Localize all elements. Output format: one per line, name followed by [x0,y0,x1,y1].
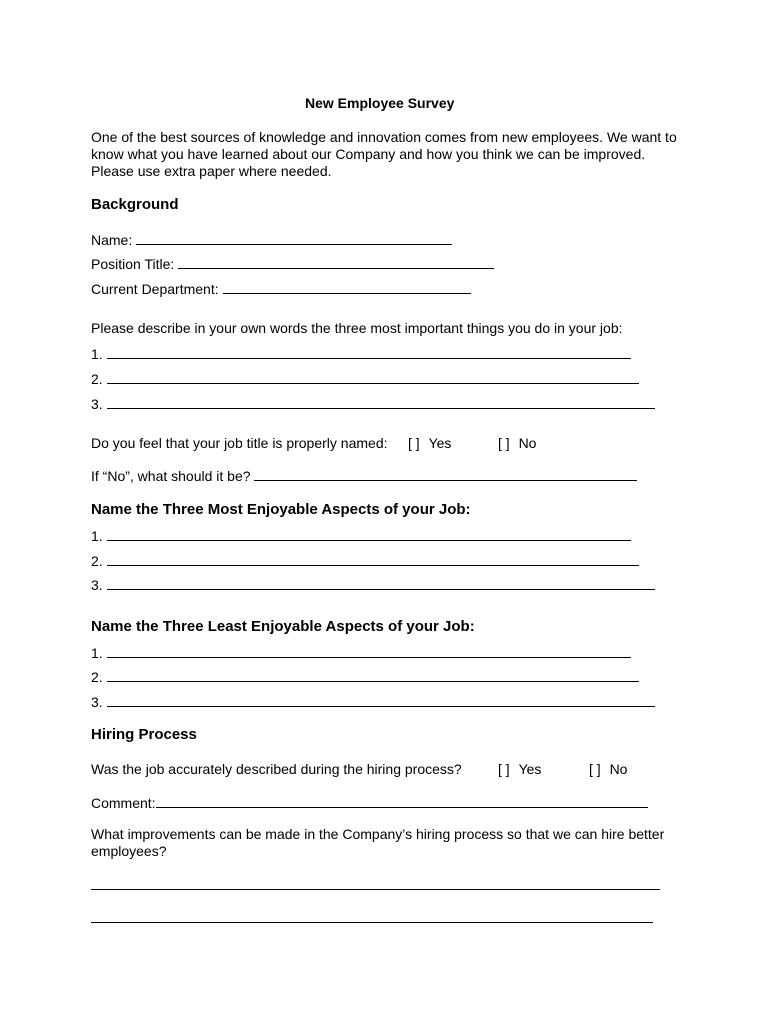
most-2-field[interactable] [107,552,639,566]
if-no-label: If “No”, what should it be? [91,468,251,484]
hiring-yes-label: Yes [518,761,542,777]
if-no-row [91,467,637,485]
page-title: New Employee Survey [305,95,455,111]
most-number: 3. [91,577,103,593]
duty-1-field[interactable] [107,345,631,359]
hiring-heading: Hiring Process [91,726,197,743]
duty-row [91,395,655,413]
duty-number: 2. [91,371,103,387]
most-enjoyable-heading: Name the Three Most Enjoyable Aspects of your Job: [91,501,471,518]
least-3-field[interactable] [107,693,655,707]
position-label: Position Title: [91,256,175,272]
title-no-checkbox[interactable]: [ ] [498,435,510,451]
duty-2-field[interactable] [107,370,639,384]
improvements-line-2[interactable] [91,922,653,923]
hiring-yes-checkbox[interactable]: [ ] [498,761,510,777]
duty-number: 3. [91,396,103,412]
department-label: Current Department: [91,281,219,297]
least-number: 2. [91,669,103,685]
department-row [91,280,471,298]
most-number: 2. [91,553,103,569]
improvements-line-1[interactable] [91,889,660,890]
least-1-field[interactable] [107,644,631,658]
if-no-field[interactable] [254,467,637,481]
name-label: Name: [91,232,133,248]
hiring-no-option[interactable] [589,761,627,778]
most-row [91,527,631,545]
hiring-question: Was the job accurately described during the hiring process? [91,761,462,777]
background-heading: Background [91,196,179,213]
least-number: 3. [91,694,103,710]
most-row [91,576,655,594]
describe-prompt: Please describe in your own words the three most important things you do in your job: [91,320,623,336]
hiring-no-checkbox[interactable]: [ ] [589,761,601,777]
title-yes-label: Yes [428,435,452,451]
hiring-no-label: No [609,761,628,777]
duty-row [91,370,639,388]
department-field[interactable] [223,280,471,294]
title-yes-checkbox[interactable]: [ ] [408,435,420,451]
least-number: 1. [91,645,103,661]
position-field[interactable] [178,255,494,269]
least-row [91,644,631,662]
most-3-field[interactable] [107,576,655,590]
comment-field[interactable] [156,794,648,808]
position-row [91,255,494,273]
most-1-field[interactable] [107,527,631,541]
hiring-yes-option[interactable] [498,761,541,778]
title-no-option[interactable] [498,435,536,452]
duty-number: 1. [91,346,103,362]
comment-label: Comment: [91,795,156,811]
duty-row [91,345,631,363]
comment-row [91,794,648,812]
duty-3-field[interactable] [107,395,655,409]
intro-paragraph: One of the best sources of knowledge and innovation comes from new employees. We want to know what you have learned about our Company and how you think we can be improved. Please use extra paper where needed. [91,129,677,179]
title-yes-option[interactable] [408,435,451,452]
most-number: 1. [91,528,103,544]
improvements-question: What improvements can be made in the Company’s hiring process so that we can hire better employees? [91,826,665,859]
title-no-label: No [518,435,537,451]
name-row [91,231,452,249]
least-row [91,693,655,711]
least-enjoyable-heading: Name the Three Least Enjoyable Aspects of your Job: [91,618,475,635]
least-row [91,668,639,686]
name-field[interactable] [136,231,452,245]
least-2-field[interactable] [107,668,639,682]
most-row [91,552,639,570]
title-question: Do you feel that your job title is properly named: [91,435,388,451]
